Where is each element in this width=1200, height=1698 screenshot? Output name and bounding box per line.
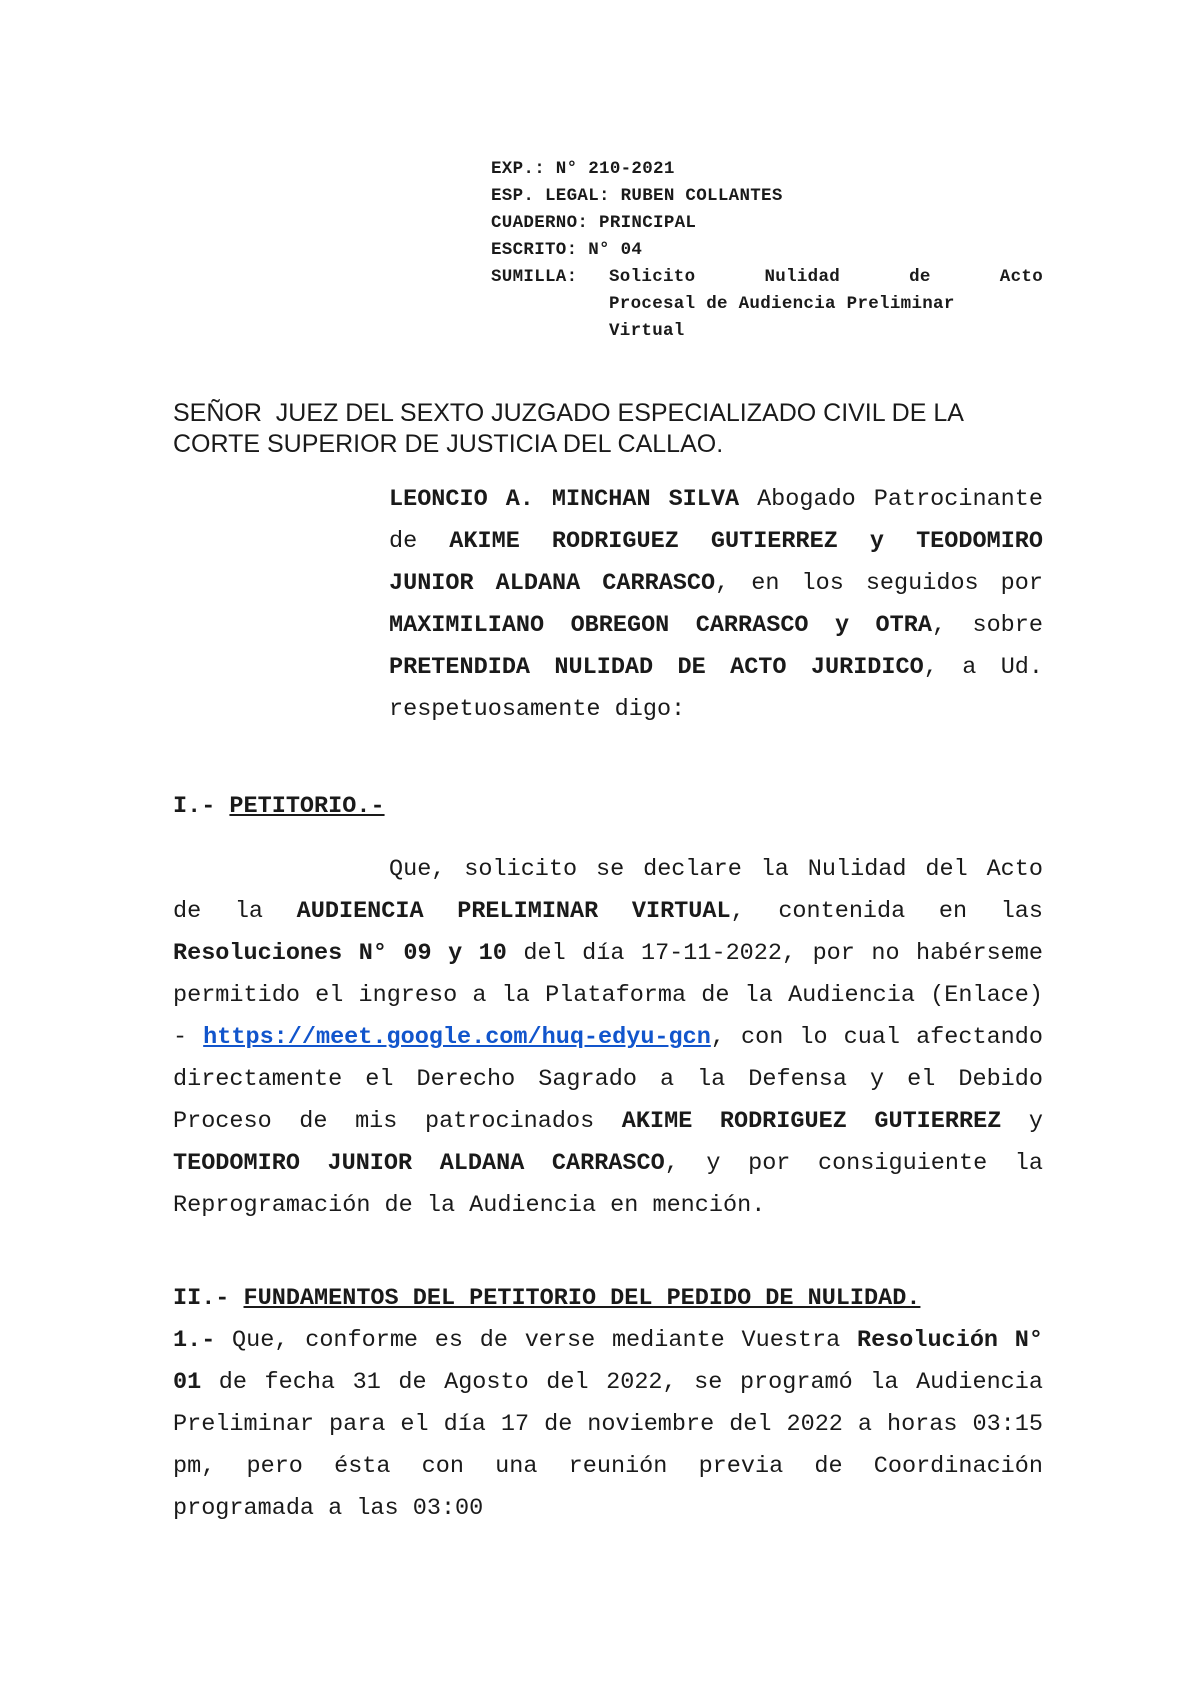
audiencia-name: AUDIENCIA PRELIMINAR VIRTUAL xyxy=(296,898,731,925)
resolucion-ref: Resolución N° 01 xyxy=(173,1327,1043,1396)
sumilla-line-1: Solicito Nulidad de Acto xyxy=(609,267,1043,287)
parties-introduction xyxy=(389,479,1043,731)
parties-text-2: y xyxy=(837,528,917,555)
cuaderno: CUADERNO: PRINCIPAL xyxy=(491,213,697,233)
section-title-1: PETITORIO.- xyxy=(229,793,385,820)
parties-text-4: , sobre xyxy=(931,612,1043,639)
petitorio-paragraph xyxy=(173,849,1043,1227)
section-title-petitorio xyxy=(173,786,1043,828)
meet-link[interactable]: https://meet.google.com/huq-edyu-gcn xyxy=(203,1024,711,1051)
parties-text-5: , a Ud. respetuosamente digo: xyxy=(389,654,1043,723)
addressee-line-1: SEÑOR JUEZ DEL SEXTO JUZGADO ESPECIALIZADO CIVIL DE LA xyxy=(173,399,964,427)
point1-text-2: de fecha 31 de Agosto del 2022, se programó la Audiencia Preliminar para el día 17 de noviembre del 2022 a horas 03:15 pm, pero ésta con una reunión previa de Coordinación programada a las 03:00 xyxy=(173,1369,1043,1522)
client-name-2: TEODOMIRO JUNIOR ALDANA CARRASCO xyxy=(389,528,1043,597)
lawyer-name: LEONCIO A. MINCHAN SILVA xyxy=(389,486,740,513)
petitorio-text-5: y xyxy=(1001,1108,1043,1135)
point-number-1: 1.- xyxy=(173,1327,216,1354)
petitorio-text-1: Que, solicito se declare la Nulidad del Acto de la xyxy=(173,856,1043,925)
escrito-number: ESCRITO: N° 04 xyxy=(491,240,643,260)
especialista-legal: ESP. LEGAL: RUBEN COLLANTES xyxy=(491,186,783,206)
sumilla-line-2: Procesal de Audiencia Preliminar xyxy=(609,294,955,314)
client-name-1: AKIME RODRIGUEZ GUTIERREZ xyxy=(449,528,838,555)
sumilla xyxy=(491,264,1043,291)
section-number-1: I.- xyxy=(173,793,230,820)
patrocinado-1: AKIME RODRIGUEZ GUTIERREZ xyxy=(621,1108,1002,1135)
patrocinado-2: TEODOMIRO JUNIOR ALDANA CARRASCO xyxy=(173,1150,665,1177)
sumilla-label: SUMILLA: xyxy=(491,267,578,287)
expediente-number: EXP.: N° 210-2021 xyxy=(491,159,675,179)
parties-text-1: Abogado Patrocinante de xyxy=(389,486,1043,555)
fundamento-point-1 xyxy=(173,1320,1043,1530)
section-number-2: II.- xyxy=(173,1285,244,1312)
opponent-name: MAXIMILIANO OBREGON CARRASCO y OTRA xyxy=(389,612,932,639)
point1-text-1: Que, conforme es de verse mediante Vuestra xyxy=(215,1327,857,1354)
case-header xyxy=(491,156,1043,345)
petitorio-text-4: , con lo cual afectando directamente el Derecho Sagrado a la Defensa y el Debido Proceso de mis patrocinados xyxy=(173,1024,1043,1135)
petitorio-text-3: del día 17-11-2022, por no habérseme permitido el ingreso a la Plataforma de la Audiencia (Enlace) - xyxy=(173,940,1043,1051)
sumilla-line-3: Virtual xyxy=(609,321,685,341)
case-matter: PRETENDIDA NULIDAD DE ACTO JURIDICO xyxy=(389,654,924,681)
addressee-line-2: CORTE SUPERIOR DE JUSTICIA DEL CALLAO. xyxy=(173,430,724,458)
petitorio-text-2: , contenida en las xyxy=(730,898,1044,925)
petitorio-text-6: , y por consiguiente la Reprogramación de la Audiencia en mención. xyxy=(173,1150,1043,1219)
section-title-2: FUNDAMENTOS DEL PETITORIO DEL PEDIDO DE NULIDAD. xyxy=(243,1285,921,1312)
addressee xyxy=(173,398,1043,460)
parties-text-3: , en los seguidos por xyxy=(715,570,1043,597)
section-title-fundamentos xyxy=(173,1278,1043,1320)
resoluciones-ref: Resoluciones N° 09 y 10 xyxy=(173,940,507,967)
